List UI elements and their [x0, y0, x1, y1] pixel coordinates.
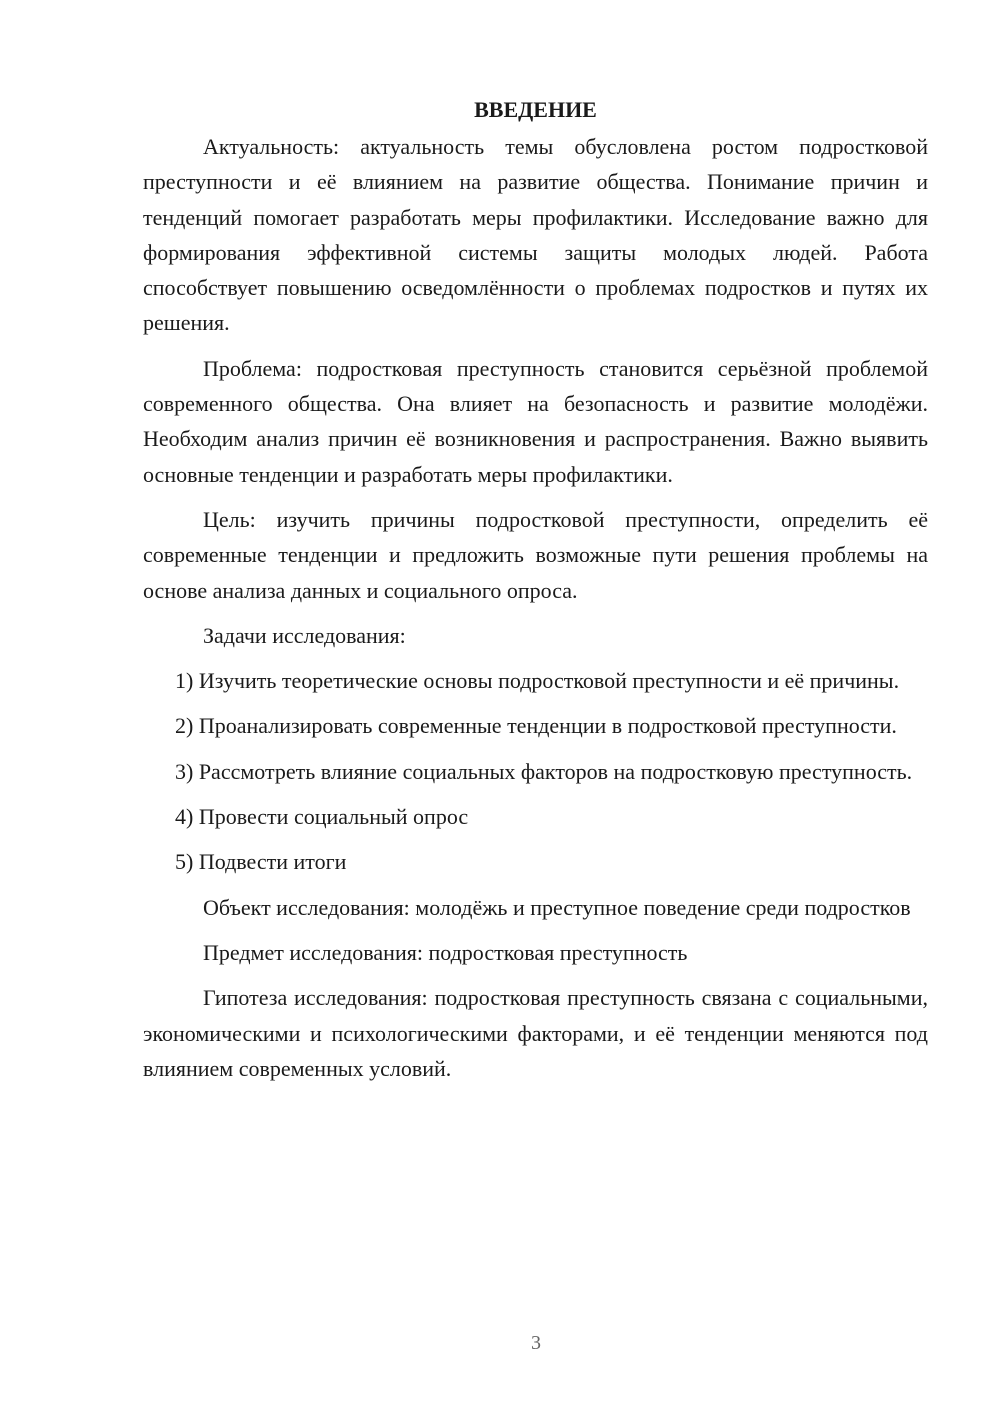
task-item-3: 3) Рассмотреть влияние социальных факторов на подростковую преступность.	[175, 758, 913, 784]
task-item-1: 1) Изучить теоретические основы подростковой преступности и её причины.	[175, 668, 900, 694]
hypothesis-paragraph: Гипотеза исследования: подростковая преступность связана с социальными, экономическими и психологическими факторами, и её тенденции меняются под влиянием современных условий.	[143, 985, 928, 1081]
tasks-heading: Задачи исследования:	[203, 622, 406, 648]
problem-paragraph: Проблема: подростковая преступность становится серьёзной проблемой современного общества. Она влияет на безопасность и развитие молодёжи. Необходим анализ причин её возникновения и распространения. Важно выявить основные тенденции и разработать меры профилактики.	[143, 355, 928, 487]
task-item-4: 4) Провести социальный опрос	[175, 804, 469, 830]
goal-paragraph: Цель: изучить причины подростковой преступности, определить её современные тенденции и предложить возможные пути решения проблемы на основе анализа данных и социального опроса.	[143, 506, 928, 603]
subject-paragraph: Предмет исследования: подростковая преступность	[203, 939, 688, 965]
page-content	[143, 93, 928, 1096]
relevance-paragraph: Актуальность: актуальность темы обусловлена ростом подростковой преступности и её влиянием на развитие общества. Понимание причин и тенденций помогает разработать меры профилактики. Исследование важно для формирования эффективной системы защиты молодых людей. Работа способствует повышению осведомлённости о проблемах подростков и путях их решения.	[143, 134, 928, 336]
object-paragraph: Объект исследования: молодёжь и преступное поведение среди подростков	[203, 894, 911, 920]
task-item-2: 2) Проанализировать современные тенденции в подростковой преступности.	[175, 713, 897, 739]
page-number: 3	[531, 1332, 541, 1354]
page-title: ВВЕДЕНИЕ	[474, 97, 597, 122]
task-item-5: 5) Подвести итоги	[175, 849, 347, 875]
